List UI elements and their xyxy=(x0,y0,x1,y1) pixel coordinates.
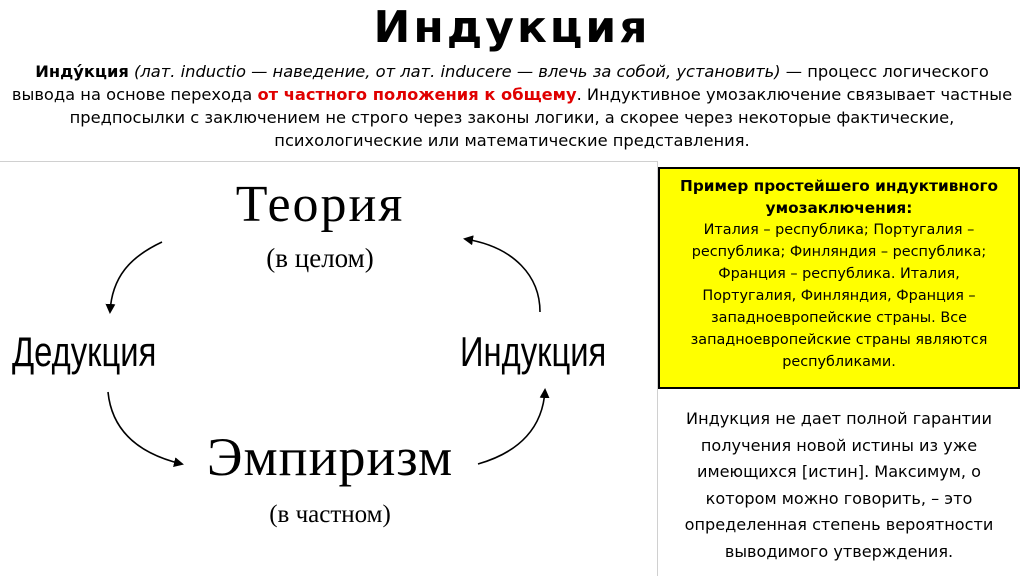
node-empiricism-subtitle: (в частном) xyxy=(269,501,391,528)
arrow-induction-to-theory xyxy=(465,239,540,312)
cycle-diagram xyxy=(0,161,658,576)
example-body: Италия – республика; Португалия – республика; Финляндия – республика; Франция – республика. Италия, Португалия, Финляндия, Франция – западноевропейские страны. Все западноевропейские страны являются республиками. xyxy=(690,222,988,370)
definition-term: Инду́кция xyxy=(35,62,129,81)
page-title: Индукция xyxy=(373,2,651,53)
arrow-theory-to-deduction xyxy=(110,242,162,312)
node-empiricism: Эмпиризм xyxy=(206,427,454,487)
definition-paragraph xyxy=(10,60,1014,152)
node-theory-subtitle: (в целом) xyxy=(266,243,374,273)
node-induction: Индукция xyxy=(460,328,607,375)
example-box xyxy=(658,167,1020,389)
definition-highlight: от частного положения к общему xyxy=(257,85,577,104)
example-title: Пример простейшего индуктивного умозаключения: xyxy=(680,177,998,217)
definition-etymology: (лат. inductio — наведение, от лат. inducere — влечь за собой, установить) xyxy=(134,62,781,81)
definition-text-after: . Индуктивное умозаключение связывает частные предпосылки с заключением не строго через законы логики, а скорее через некоторые фактические, психологические или математические представления. xyxy=(69,85,1013,150)
definition-text-before: — процесс логического вывода на основе перехода xyxy=(11,62,989,104)
note-text: Индукция не дает полной гарантии получения новой истины из уже имеющихся [истин]. Максимум, о котором можно говорить, – это определенная степень вероятности выводимого утверждения. xyxy=(684,409,994,561)
node-theory: Теория xyxy=(235,176,405,233)
node-deduction: Дедукция xyxy=(12,328,157,375)
